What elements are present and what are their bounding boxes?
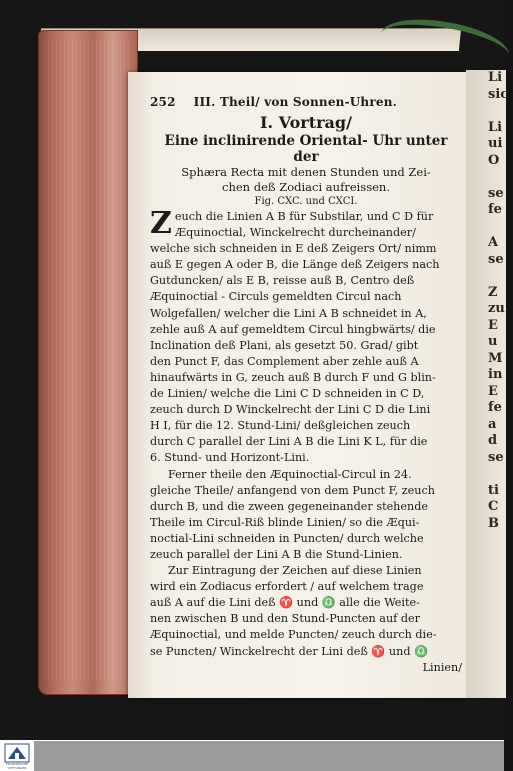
text-line: zeuch parallel der Lini A B die Stund-Linien. [150, 547, 403, 561]
facing-page-fragment: O [488, 152, 500, 168]
facing-page-fragment: d [488, 433, 498, 448]
chapter-title-line3: chen deß Zodiaci aufreissen. [222, 180, 390, 194]
text-line: Ferner theile den Æquinoctial-Circul in 24. [168, 467, 412, 481]
paragraph-3 [150, 563, 462, 660]
text-line: Æquinoctial, und melde Puncten/ zeuch durch die- [150, 628, 437, 642]
facing-page-fragment: zu [488, 301, 505, 316]
facing-page-fragment: fe [488, 400, 502, 415]
footer-bar [34, 741, 504, 771]
facing-page-fragment: M [488, 350, 503, 366]
facing-page-fragment [466, 268, 506, 285]
text-line: Wolgefallen/ welcher die Lini A B schneidet in A, [150, 306, 427, 320]
catchword: Linien/ [422, 660, 462, 674]
text-line: Æquinoctial, Winckelrecht durcheinander/ [174, 226, 416, 240]
facing-page-fragment [466, 466, 506, 483]
text-line: auß E gegen A oder B, die Länge deß Zeigers nach [150, 258, 440, 272]
facing-page-fragment [466, 103, 506, 120]
facing-page-fragment: a [488, 416, 497, 432]
facing-page-fragment: se [488, 251, 504, 267]
facing-page-fragment: u [488, 334, 498, 349]
text-line: nen zwischen B und den Stund-Puncten auf der [150, 612, 420, 626]
facing-page-fragment [466, 219, 506, 236]
text-line: Theile im Circul-Riß blinde Linien/ so die Æqui- [150, 515, 420, 529]
facing-page-fragment: B [488, 515, 499, 531]
section-title: I. Vortrag/ [260, 113, 352, 132]
facing-page-fragment: E [488, 317, 498, 333]
facing-page-fragment: se [488, 449, 504, 465]
chapter-title-line1: Eine inclinirende Oriental- Uhr unter der [164, 133, 448, 165]
text-line: se Puncten/ Winckelrecht der Lini deß ♈ und ♎ [150, 644, 428, 658]
text-line: Inclination deß Plani, als gesetzt 50. Grad/ gibt [150, 338, 419, 352]
text-line: hinaufwärts in G, zeuch auß B durch F und G blin- [150, 370, 436, 384]
text-line: H I, für die 12. Stund-Lini/ deßgleichen zeuch [150, 419, 411, 433]
facing-page-fragment: ui [488, 136, 503, 151]
page-text-block [150, 95, 462, 676]
text-line: noctial-Lini schneiden in Puncten/ durch welche [150, 531, 424, 545]
facing-page-fragment [466, 169, 506, 186]
facing-page-fragment: ti [488, 482, 499, 498]
paragraph-1 [150, 206, 462, 467]
text-line: durch B, und die zween gegeneinander stehende [150, 499, 428, 513]
chapter-title-line2: Sphæra Recta mit denen Stunden und Zei- [181, 165, 431, 179]
text-line: auß A auf die Lini deß ♈ und ♎ alle die Weite- [150, 596, 420, 610]
facing-page-fragment: in [488, 367, 503, 382]
facing-page-fragment: A [488, 235, 499, 250]
text-line: durch C parallel der Lini A B die Lini K L, für die [150, 435, 428, 449]
figure-reference: Fig. CXC. und CXCI. [254, 196, 358, 207]
drop-cap: Z [150, 206, 172, 241]
text-line: 6. Stund- und Horizont-Lini. [150, 451, 310, 465]
page-edge-lines [44, 40, 132, 680]
text-line: zehle auß A auf gemeldtem Circul hingbwärts/ die [150, 322, 436, 336]
facing-page-fragment: fe [488, 202, 502, 217]
text-line: Æquinoctial - Circuls gemeldten Circul nach [150, 290, 402, 304]
running-head: III. Theil/ von Sonnen-Uhren. [193, 95, 398, 109]
paragraph-2 [150, 467, 462, 564]
text-line: Zur Eintragung der Zeichen auf diese Linien [168, 564, 422, 578]
text-line: de Linien/ welche die Lini C D schneiden in C D, [150, 387, 425, 401]
running-header [150, 95, 462, 109]
facing-page-fragment: Li [488, 119, 503, 135]
facing-page [466, 70, 509, 698]
text-line: welche sich schneiden in E deß Zeigers Ort/ nimm [150, 242, 437, 256]
page-number: 252 [150, 95, 176, 109]
facing-page-fragment: Li [488, 70, 503, 85]
text-line: gleiche Theile/ anfangend von dem Punct F, zeuch [150, 483, 435, 497]
facing-page-fragment: E [488, 383, 498, 399]
library-logo-text: FRANCKESCHE STIFTUNGEN [5, 762, 29, 770]
facing-page-fragment: sic [488, 86, 509, 102]
text-line: den Punct F, das Complement aber zehle auß A [150, 354, 419, 368]
text-line: Gutduncken/ als E B, reisse auß B, Centro deß [150, 274, 415, 288]
facing-page-fragment: C [488, 499, 499, 514]
facing-page-fragment: se [488, 185, 504, 201]
facing-page-fragment: Z [488, 284, 498, 300]
text-line: zeuch durch D Winckelrecht der Lini C D die Lini [150, 403, 431, 417]
text-line: wird ein Zodiacus erfordert / auf welchem trage [150, 580, 424, 594]
text-line: euch die Linien A B für Substilar, und C D für [174, 210, 434, 223]
